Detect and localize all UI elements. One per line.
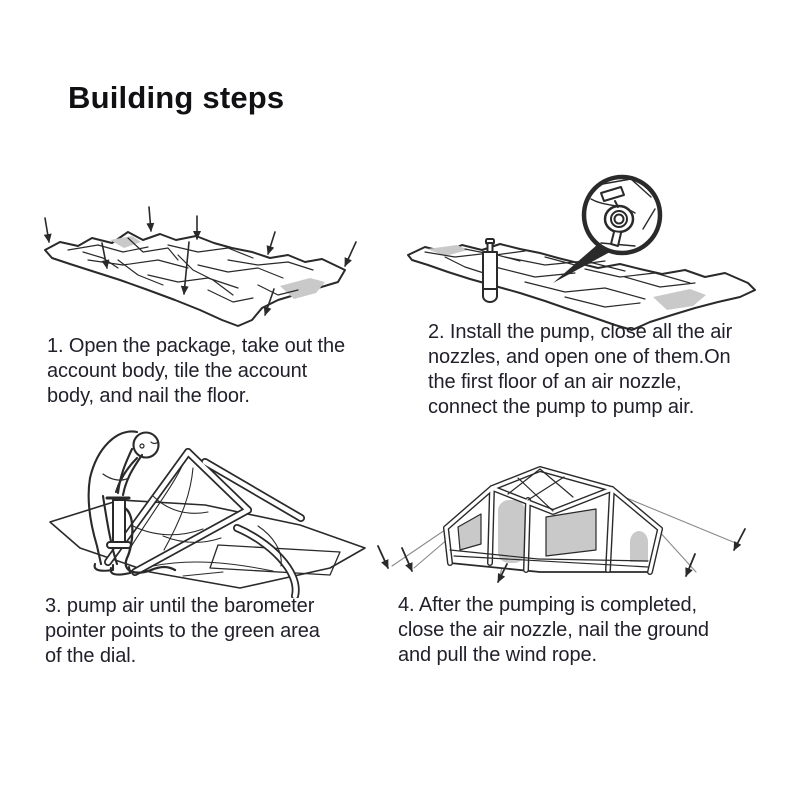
step1-flat-tent-illustration xyxy=(28,190,378,340)
caption-line: pointer points to the green area xyxy=(45,620,320,642)
head xyxy=(134,433,159,458)
caption-line: of the dial. xyxy=(45,645,137,667)
caption-line: 1. Open the package, take out the xyxy=(47,335,346,357)
window-panel xyxy=(630,531,648,562)
caption-line: 3. pump air until the barometer xyxy=(45,595,315,617)
stake-arrow-icon xyxy=(686,554,695,576)
stake-arrow-icon xyxy=(345,242,356,266)
stake-arrow-icon xyxy=(268,232,275,254)
stake-arrow-icon xyxy=(378,546,388,568)
caption-line: 4. After the pumping is completed, xyxy=(398,594,697,616)
step4-caption xyxy=(398,593,709,668)
caption-line: body, and nail the floor. xyxy=(47,385,250,407)
caption-line: close the air nozzle, nail the ground xyxy=(398,619,709,641)
step3-caption xyxy=(45,594,320,669)
door-panel xyxy=(498,500,525,563)
caption-line: and pull the wind rope. xyxy=(398,644,597,666)
stake-arrow-icon xyxy=(45,218,49,242)
stake-arrow-icon xyxy=(149,207,151,231)
caption-line: nozzles, and open one of them.On xyxy=(428,346,731,368)
caption-line: the first floor of an air nozzle, xyxy=(428,371,682,393)
step4-erected-tent-illustration xyxy=(368,432,763,600)
step2-caption xyxy=(428,320,732,420)
caption-line: account body, tile the account xyxy=(47,360,308,382)
step3-pumping-illustration xyxy=(33,416,383,598)
stake-arrow-icon xyxy=(734,529,745,550)
step2-pump-install-illustration xyxy=(405,157,765,335)
step1-caption xyxy=(47,334,345,409)
caption-line: 2. Install the pump, close all the air xyxy=(428,321,733,343)
page-title: Building steps xyxy=(68,80,285,115)
stake-arrow-icon xyxy=(402,548,412,571)
caption-line: connect the pump to pump air. xyxy=(428,396,695,418)
